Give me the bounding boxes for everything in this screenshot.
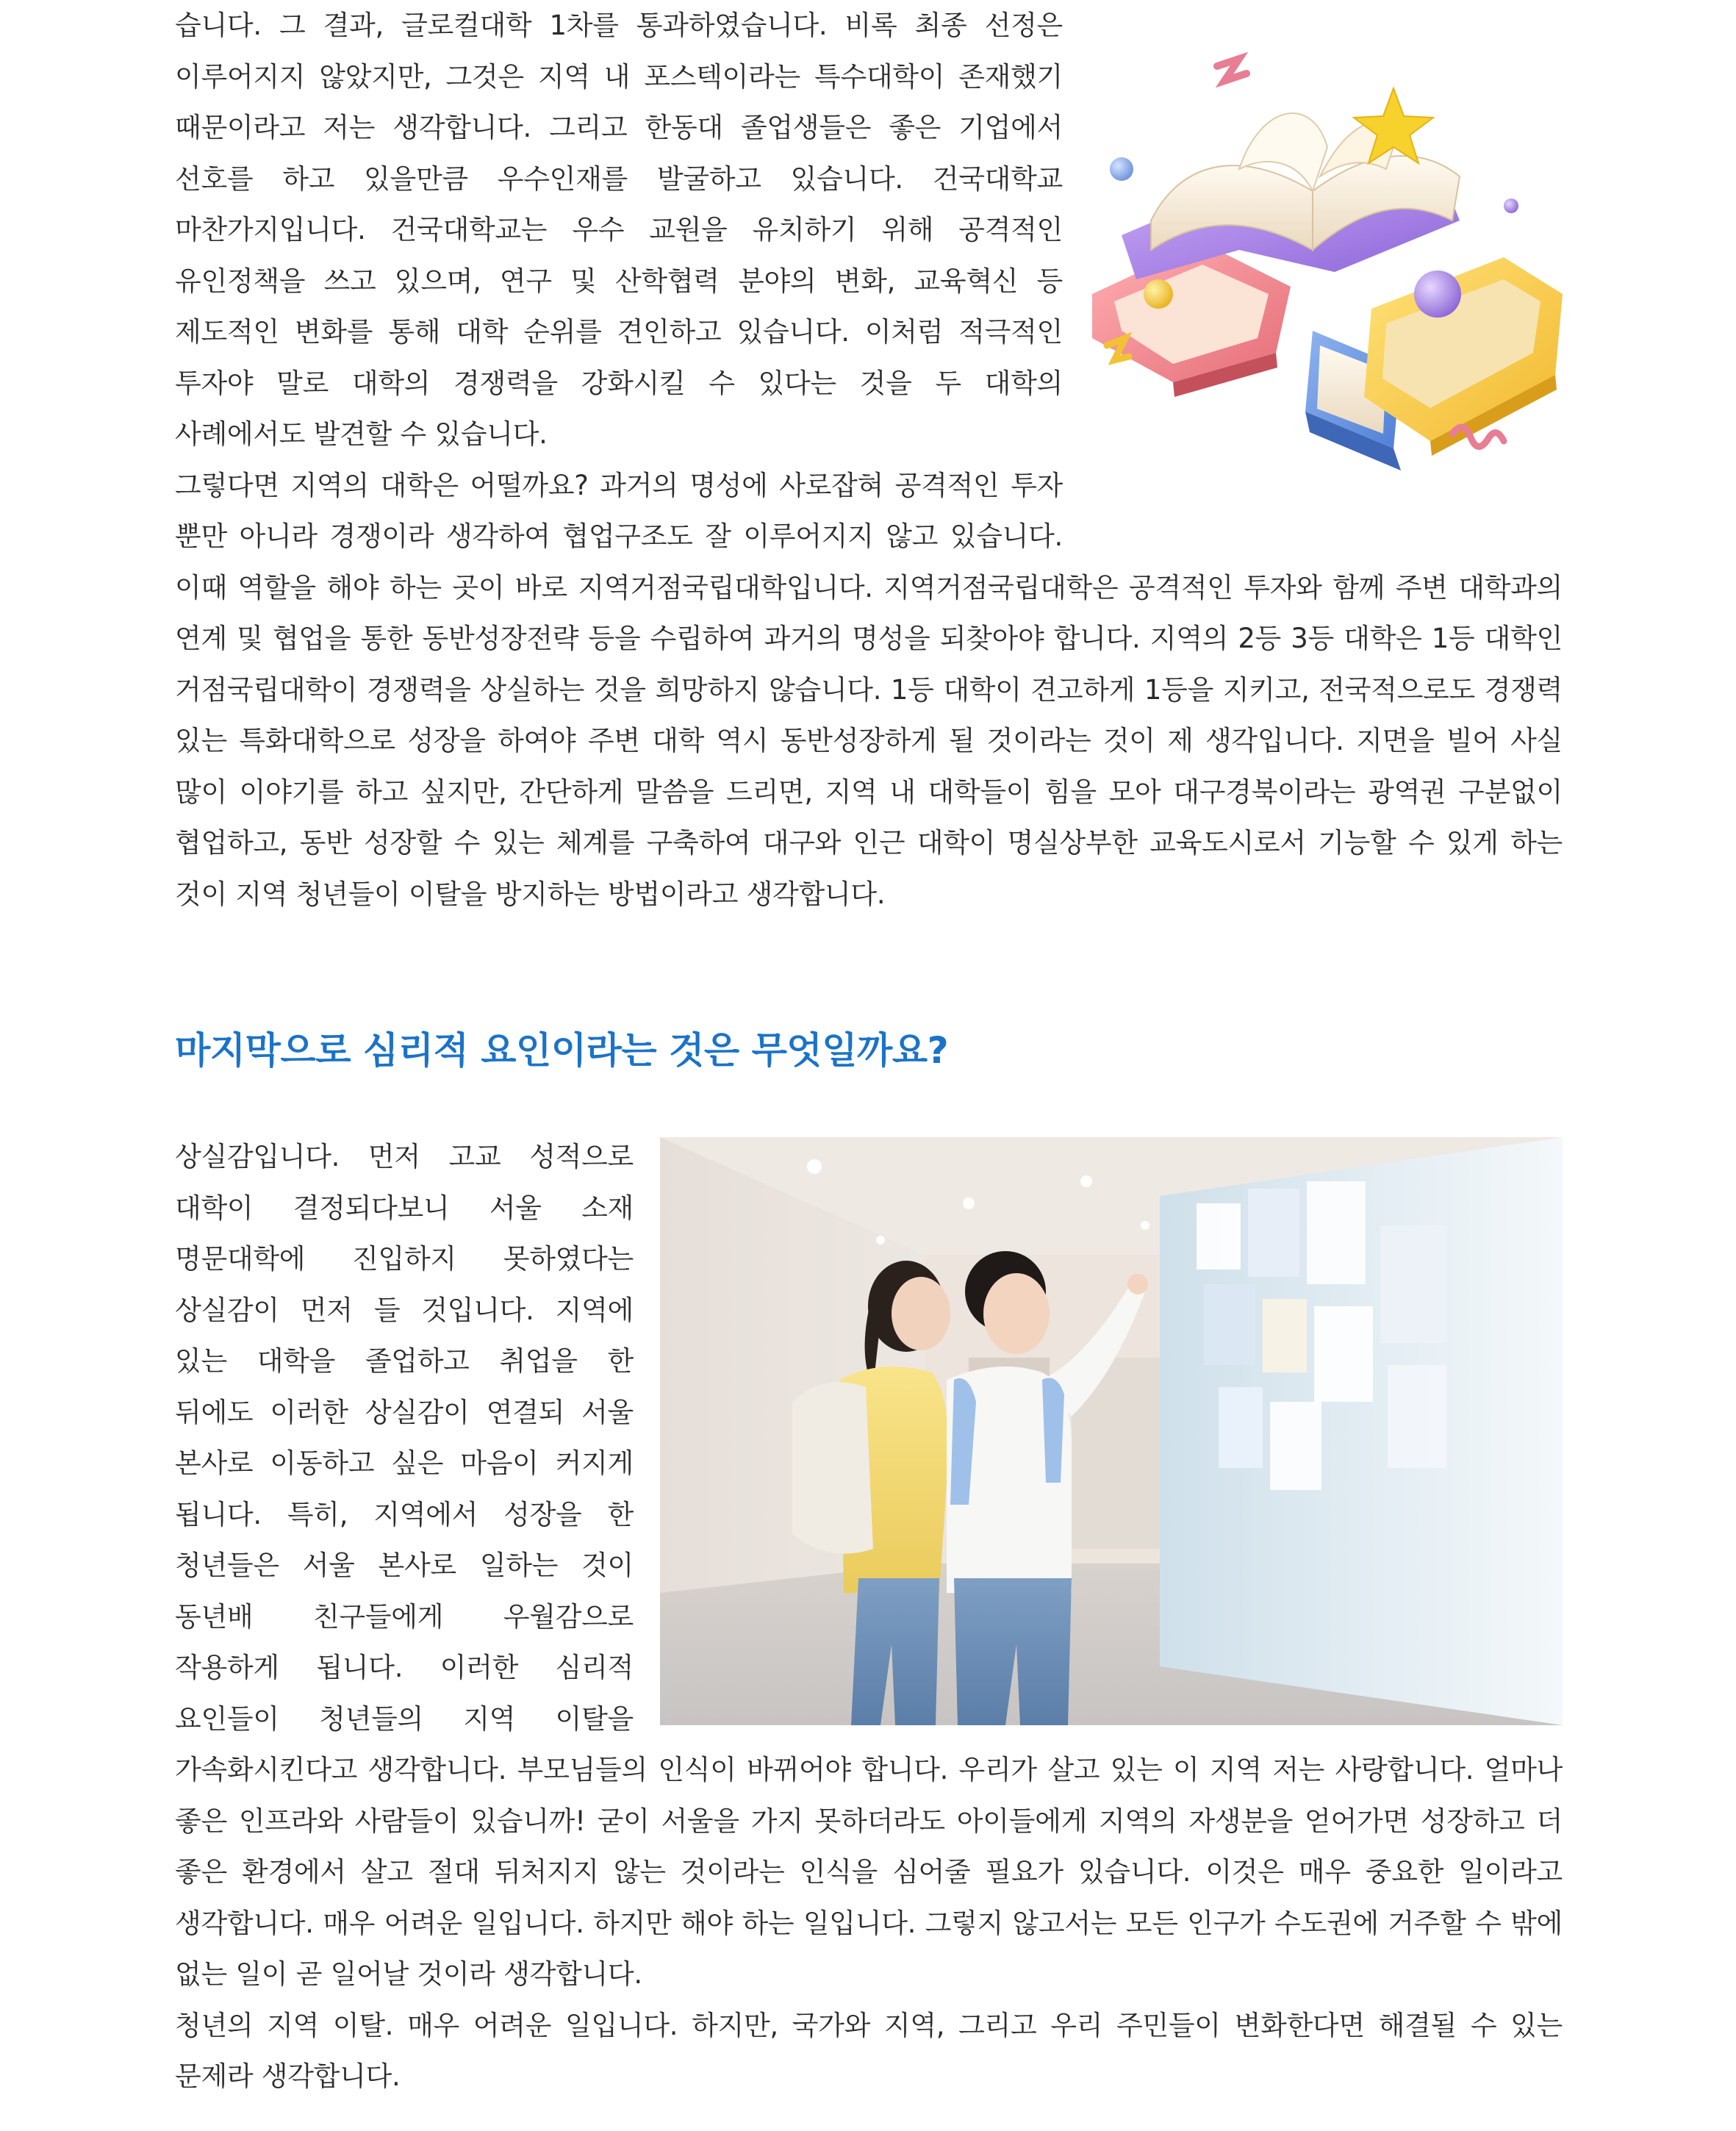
books-illustration-svg <box>1092 0 1563 515</box>
section2-heading: 마지막으로 심리적 요인이라는 것은 무엇일까요? <box>175 1029 949 1072</box>
section1-paragraph-1: 습니다. 그 결과, 글로컬대학 1차를 통과하였습니다. 비록 최종 선정은 이루어지지 않았지만, 그것은 지역 내 포스텍이라는 특수대학이 존재했기 때문이라고 저는 생각합니다. 그리고 한동대 졸업생들은 좋은 기업에서 선호를 하고 있을만큼 우수인재를 발굴하고 있습니다. 건국대학교 마찬가지입니다. 건국대학교는 우수 교원을 유치하기 위해 공격적인 유인정책을 쓰고 있으며, 연구 및 산학협력 분야의 변화, 교육혁신 등 제도적인 변화를 통해 대학 순위를 견인하고 있습니다. 이처럼 적극적인 투자야 말로 대학의 경쟁력을 강화시킬 수 있다는 것을 두 대학의 사례에서도 발견할 수 있습니다. <box>175 10 1063 450</box>
blue-ball-icon <box>1110 157 1133 181</box>
yellow-ball-icon <box>1144 279 1173 309</box>
red-book-icon <box>1092 243 1291 397</box>
purple-ball-small-icon <box>1504 198 1518 213</box>
purple-ball-icon <box>1414 271 1461 318</box>
section2-paragraph-2: 청년의 지역 이탈. 매우 어려운 일입니다. 하지만, 국가와 지역, 그리고 우리 주민들이 변화한다면 해결될 수 있는 문제라 생각합니다. <box>175 2009 1563 2092</box>
students-bulletin-board-photo <box>660 1137 1563 1725</box>
photo-svg <box>660 1137 1563 1725</box>
section2-paragraph-1: 상실감입니다. 먼저 고교 성적으로 대학이 결정되다보니 서울 소재 명문대학에 진입하지 못하였다는 상실감이 먼저 들 것입니다. 지역에 있는 대학을 졸업하고 취업을 한 뒤에도 이러한 상실감이 연결되 서울 본사로 이동하고 싶은 마음이 커지게 됩니다. 특히, 지역에서 성장을 한 청년들은 서울 본사로 일하는 것이 동년배 친구들에게 우월감으로 작용하게 됩니다. 이러한 심리적 요인들이 청년들의 지역 이탈을 가속화시킨다고 생각합니다. 부모님들의 인식이 바뀌어야 합니다. 우리가 살고 있는 이 지역 저는 사랑합니다. 얼마나 좋은 인프라와 사람들이 있습니까! 굳이 서울을 가지 못하더라도 아이들에게 지역의 자생분을 얻어가면 성장하고 더 좋은 환경에서 살고 절대 뒤처지지 않는 것이라는 인식을 심어줄 필요가 있습니다. 이것은 매우 중요한 일이라고 생각합니다. 매우 어려운 일입니다. 하지만 해야 하는 일입니다. 그렇지 않고서는 모든 인구가 수도권에 거주할 수 밖에 없는 일이 곧 일어날 것이라 생각합니다. <box>175 1141 1563 1990</box>
books-illustration <box>1092 0 1563 515</box>
squiggle-icon <box>1217 59 1247 81</box>
article <box>175 0 1563 2102</box>
section1-paragraph-2: 그렇다면 지역의 대학은 어떨까요? 과거의 명성에 사로잡혀 공격적인 투자 뿐만 아니라 경쟁이라 생각하여 협업구조도 잘 이루어지지 않고 있습니다. 이때 역할을 해야 하는 곳이 바로 지역거점국립대학입니다. 지역거점국립대학은 공격적인 투자와 함께 주변 대학과의 연계 및 협업을 통한 동반성장전략 등을 수립하여 과거의 명성을 되찾아야 합니다. 지역의 2등 3등 대학은 1등 대학인 거점국립대학이 경쟁력을 상실하는 것을 희망하지 않습니다. 1등 대학이 견고하게 1등을 지키고, 전국적으로도 경쟁력 있는 특화대학으로 성장을 하여야 주변 대학 역시 동반성장하게 될 것이라는 것이 제 생각입니다. 지면을 빌어 사실 많이 이야기를 하고 싶지만, 간단하게 말씀을 드리면, 지역 내 대학들이 힘을 모아 대구경북이라는 광역권 구분없이 협업하고, 동반 성장할 수 있는 체계를 구축하여 대구와 인근 대학이 명실상부한 교육도시로서 기능할 수 있게 하는 것이 지역 청년들이 이탈을 방지하는 방법이라고 생각합니다. <box>175 469 1563 910</box>
